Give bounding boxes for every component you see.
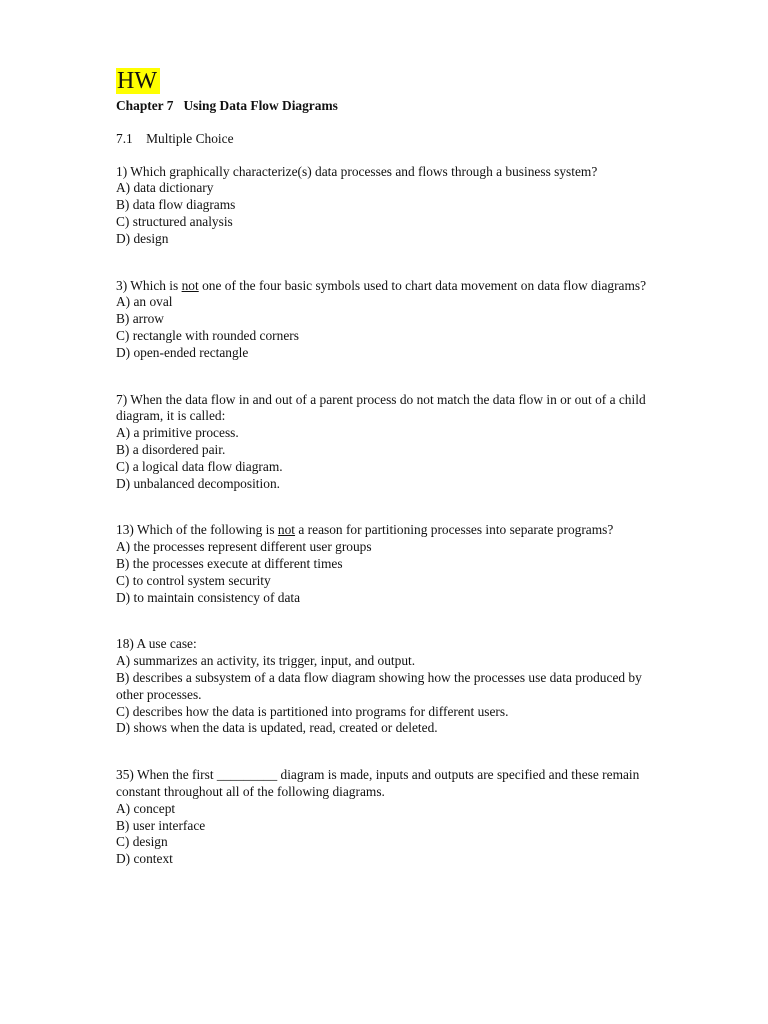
- option-d: D) design: [116, 230, 169, 246]
- option-a: A) data dictionary: [116, 180, 214, 196]
- option-a: A) summarizes an activity, its trigger, input, and output.: [116, 653, 416, 669]
- option-b: B) a disordered pair.: [116, 441, 226, 457]
- option-b: B) the processes execute at different times: [116, 555, 343, 571]
- option-b: B) arrow: [116, 311, 164, 327]
- question-stem: [116, 392, 656, 426]
- question-13: [116, 522, 656, 606]
- stem-text-continued: a reason for partitioning processes into separate programs?: [295, 522, 614, 538]
- option-d: D) unbalanced decomposition.: [116, 475, 280, 491]
- option-a: A) concept: [116, 800, 176, 816]
- hw-highlighted-label: HW: [116, 68, 160, 94]
- question-18: [116, 636, 656, 737]
- question-1: [116, 164, 656, 248]
- option-b: B) user interface: [116, 817, 206, 833]
- stem-text: 3) Which is: [116, 277, 182, 293]
- question-3: [116, 278, 656, 362]
- question-35: [116, 767, 656, 868]
- stem-text-continued: one of the four basic symbols used to chart data movement on data flow diagrams?: [198, 277, 647, 293]
- question-stem: [116, 164, 656, 181]
- option-c: C) a logical data flow diagram.: [116, 458, 283, 474]
- stem-text: 7) When the data flow in and out of a parent process do not match the data flow in or out of a child diagram, it is called:: [116, 391, 646, 424]
- option-d: D) to maintain consistency of data: [116, 589, 301, 605]
- question-stem: [116, 767, 656, 801]
- option-a: A) the processes represent different user groups: [116, 539, 372, 555]
- section-title: 7.1 Multiple Choice: [116, 130, 234, 146]
- stem-text: 1) Which graphically characterize(s) data processes and flows through a business system?: [116, 163, 598, 179]
- option-c: C) design: [116, 834, 168, 850]
- option-d: D) context: [116, 851, 173, 867]
- option-a: A) an oval: [116, 294, 173, 310]
- stem-text: 18) A use case:: [116, 636, 197, 652]
- option-a: A) a primitive process.: [116, 425, 239, 441]
- document-page: [116, 68, 656, 868]
- chapter-title: Chapter 7 Using Data Flow Diagrams: [116, 98, 338, 113]
- option-d: D) shows when the data is updated, read, created or deleted.: [116, 720, 438, 736]
- stem-emphasis: not: [277, 522, 296, 538]
- option-c: C) structured analysis: [116, 213, 233, 229]
- option-b: B) describes a subsystem of a data flow diagram showing how the processes use data produced by other processes.: [116, 669, 642, 702]
- option-d: D) open-ended rectangle: [116, 344, 249, 360]
- question-7: [116, 392, 656, 493]
- stem-emphasis: not: [181, 277, 199, 293]
- option-c: C) rectangle with rounded corners: [116, 327, 299, 343]
- stem-text: 35) When the first _________ diagram is made, inputs and outputs are specified and these remain constant throughout all of the following diagrams.: [116, 767, 640, 799]
- option-c: C) describes how the data is partitioned into programs for different users.: [116, 703, 509, 719]
- question-stem: [116, 278, 656, 295]
- option-c: C) to control system security: [116, 572, 271, 588]
- stem-text: 13) Which of the following is: [116, 522, 278, 538]
- option-b: B) data flow diagrams: [116, 197, 236, 213]
- question-stem: [116, 522, 656, 539]
- question-stem: [116, 636, 656, 653]
